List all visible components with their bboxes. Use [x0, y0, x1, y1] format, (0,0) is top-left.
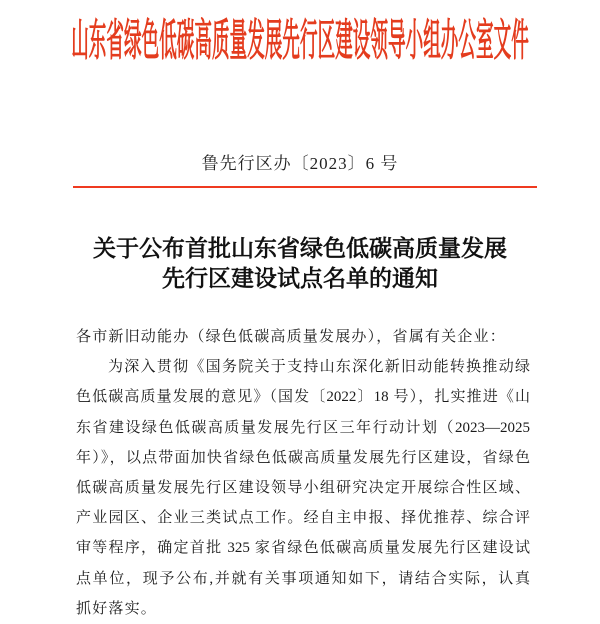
red-header-banner — [0, 16, 600, 67]
body-line: 为深入贯彻《国务院关于支持山东深化新旧动能转换推动绿 — [108, 359, 530, 376]
body-line: 色低碳高质量发展的意见》（国发〔2022〕18 号），扎实推进《山 — [76, 389, 530, 406]
document-title-line2: 先行区建设试点名单的通知 — [162, 266, 438, 291]
salutation-line: 各市新旧动能办（绿色低碳高质量发展办），省属有关企业： — [76, 329, 506, 345]
red-divider-line — [73, 186, 537, 188]
body-line: 审等程序，确定首批 325 家省绿色低碳高质量发展先行区建设试 — [76, 540, 530, 557]
body-line: 点单位，现予公布,并就有关事项通知如下，请结合实际，认真 — [76, 570, 530, 587]
body-line: 年）》，以点带面加快省绿色低碳高质量发展先行区建设，省绿色 — [76, 449, 530, 466]
body-line: 东省建设绿色低碳高质量发展先行区三年行动计划（2023—2025 — [76, 419, 530, 436]
body-line: 抓好落实。 — [76, 600, 158, 617]
document-number: 鲁先行区办〔2023〕6 号 — [201, 154, 399, 173]
document-body — [76, 322, 530, 624]
document-title-line1: 关于公布首批山东省绿色低碳高质量发展 — [93, 236, 507, 261]
body-line: 产业园区、企业三类试点工作。经自主申报、择优推荐、综合评 — [76, 510, 530, 527]
issuing-authority-title: 山东省绿色低碳高质量发展先行区建设领导小组办公室文件 — [71, 16, 529, 65]
body-line: 低碳高质量发展先行区建设领导小组研究决定开展综合性区域、 — [76, 480, 530, 497]
document-title — [0, 234, 600, 294]
